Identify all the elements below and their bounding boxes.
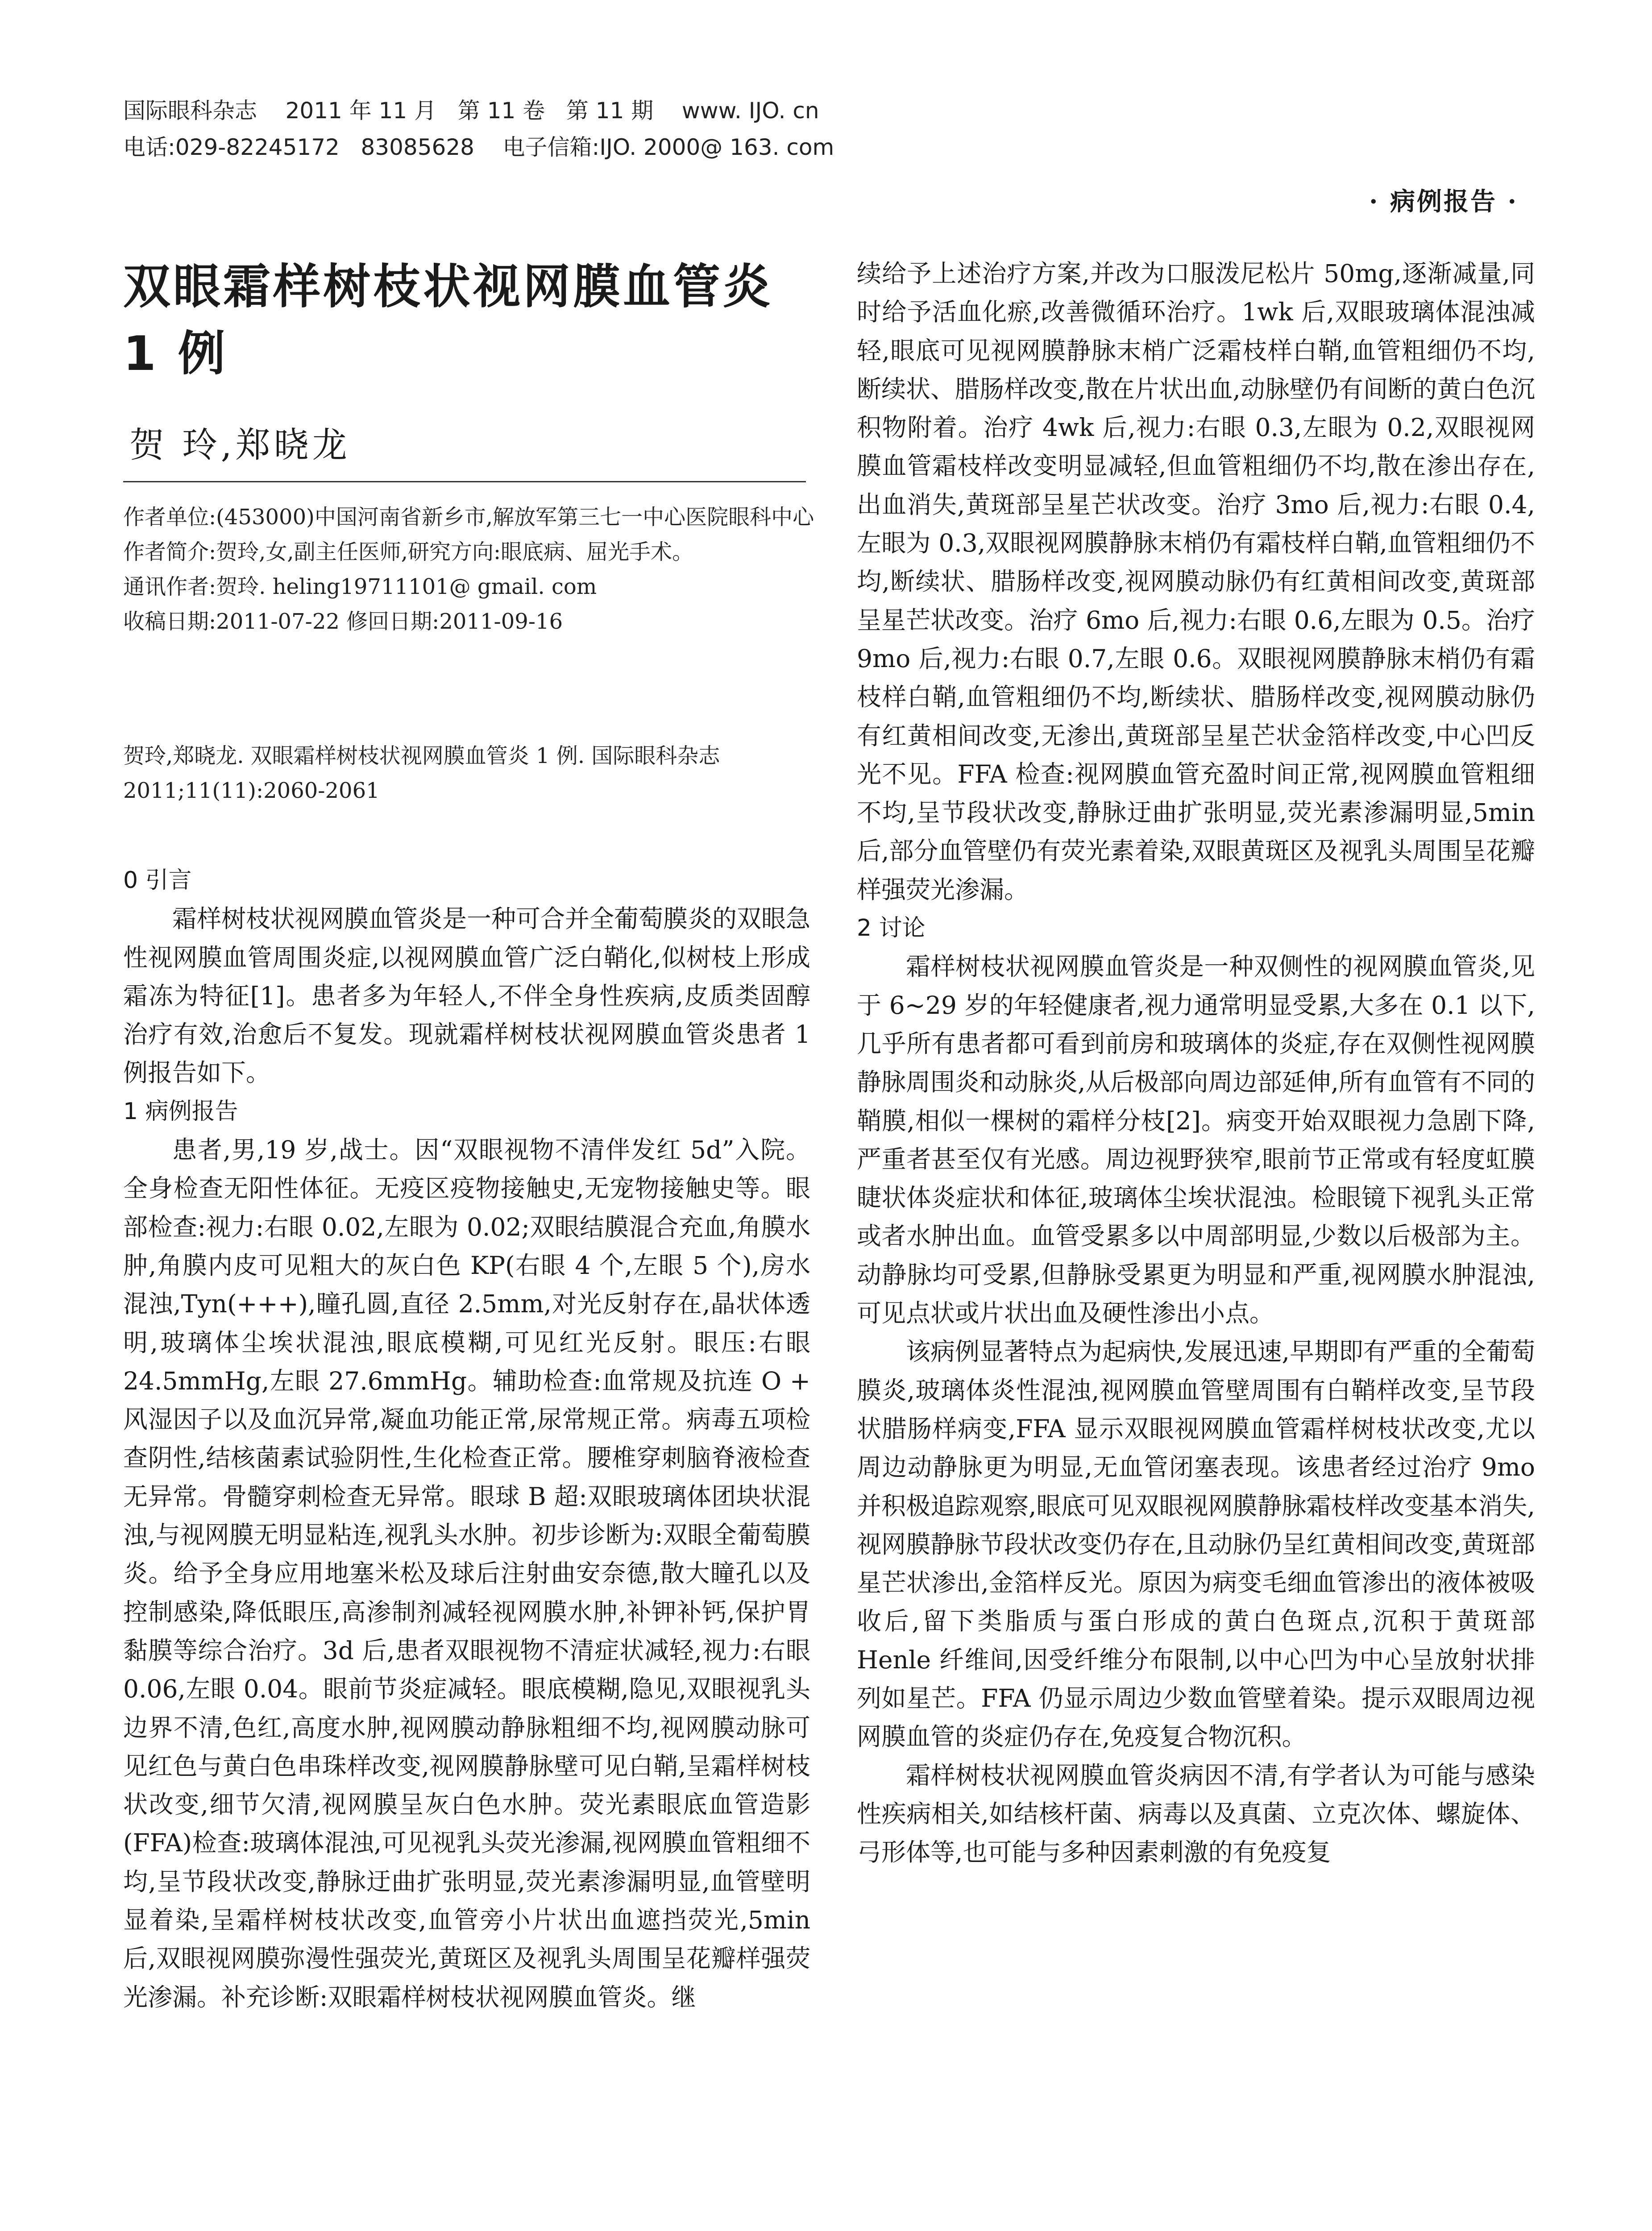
- title-line-2: 1 例: [123, 326, 228, 381]
- discussion-paragraph-2: 该病例显著特点为起病快,发展迅速,早期即有严重的全葡萄膜炎,玻璃体炎性混浊,视网膜血管壁周围有白鞘样改变,呈节段状腊肠样病变,FFA 显示双眼视网膜血管霜样树枝状改变,尤以周边动静脉更为明显,无血管闭塞表现。该患者经过治疗 9mo 并积极追踪观察,眼底可见双眼视网膜静脉霜枝样改变基本消失,视网膜静脉节段状改变仍存在,且动脉仍呈红黄相间改变,黄斑部星芒状渗出,金箔样反光。原因为病变毛细血管渗出的液体被吸收后,留下类脂质与蛋白形成的黄白色斑点,沉积于黄斑部 Henle 纤维间,因受纤维分布限制,以中心凹为中心呈放射状排列如星芒。FFA 仍显示周边少数血管壁着染。提示双眼周边视网膜血管的炎症仍存在,免疫复合物沉积。: [857, 1337, 1535, 1751]
- heading-introduction: 0 引言: [123, 867, 192, 894]
- author-metadata: [123, 500, 819, 639]
- affiliation: 作者单位:(453000)中国河南省新乡市,解放军第三七一中心医院眼科中心: [123, 505, 814, 530]
- received-dates: 收稿日期:2011-07-22 修回日期:2011-09-16: [123, 609, 563, 634]
- discussion-paragraph-1: 霜样树枝状视网膜血管炎是一种双侧性的视网膜血管炎,见于 6~29 岁的年轻健康者,视力通常明显受累,大多在 0.1 以下,几乎所有患者都可看到前房和玻璃体的炎症,存在双侧性视网膜静脉周围炎和动脉炎,从后极部向周边部延伸,所有血管有不同的鞘膜,相似一棵树的霜样分枝[2]。病变开始双眼视力急剧下降,严重者甚至仅有光感。周边视野狭窄,眼前节正常或有轻度虹膜睫状体炎症状和体征,玻璃体尘埃状混浊。检眼镜下视乳头正常或者水肿出血。血管受累多以中周部明显,少数以后极部为主。动静脉均可受累,但静脉受累更为明显和严重,视网膜水肿混浊,可见点状或片状出血及硬性渗出小点。: [857, 952, 1535, 1328]
- heading-case-report: 1 病例报告: [123, 1098, 238, 1125]
- authors: 贺 玲,郑晓龙: [129, 425, 351, 465]
- discussion-paragraph-3: 霜样树枝状视网膜血管炎病因不清,有学者认为可能与感染性疾病相关,如结核杆菌、病毒以及真菌、立克次体、螺旋体、弓形体等,也可能与多种因素刺激的有免疫复: [857, 1761, 1535, 1867]
- left-column: [123, 861, 810, 2016]
- intro-paragraph: 霜样树枝状视网膜血管炎是一种可合并全葡萄膜炎的双眼急性视网膜血管周围炎症,以视网膜血管广泛白鞘化,似树枝上形成霜冻为特征[1]。患者多为年轻人,不伴全身性疾病,皮质类固醇治疗有效,治愈后不复发。现就霜样树枝状视网膜血管炎患者 1 例报告如下。: [123, 904, 811, 1087]
- article-title: [123, 253, 819, 387]
- heading-discussion: 2 讨论: [857, 915, 926, 942]
- section-tag: · 病例报告 ·: [1369, 187, 1518, 216]
- right-column: [857, 254, 1535, 1871]
- case-report-continued: 续给予上述治疗方案,并改为口服泼尼松片 50mg,逐渐减量,同时给予活血化瘀,改善微循环治疗。1wk 后,双眼玻璃体混浊减轻,眼底可见视网膜静脉末梢广泛霜枝样白鞘,血管粗细仍不均,断续状、腊肠样改变,散在片状出血,动脉壁仍有间断的黄白色沉积物附着。治疗 4wk 后,视力:右眼 0.3,左眼为 0.2,双眼视网膜血管霜枝样改变明显减轻,但血管粗细仍不均,散在渗出存在,出血消失,黄斑部呈星芒状改变。治疗 3mo 后,视力:右眼 0.4,左眼为 0.3,双眼视网膜静脉末梢仍有霜枝样白鞘,血管粗细仍不均,断续状、腊肠样改变,视网膜动脉仍有红黄相间改变,黄斑部呈星芒状改变。治疗 6mo 后,视力:右眼 0.6,左眼为 0.5。治疗 9mo 后,视力:右眼 0.7,左眼 0.6。双眼视网膜静脉末梢仍有霜枝样白鞘,血管粗细仍不均,断续状、腊肠样改变,视网膜动脉仍有红黄相间改变,无渗出,黄斑部呈星芒状金箔样改变,中心凹反光不见。FFA 检查:视网膜血管充盈时间正常,视网膜血管粗细不均,呈节段状改变,静脉迂曲扩张明显,荧光素渗漏明显,5min 后,部分血管壁仍有荧光素着染,双眼黄斑区及视乳头周围呈花瓣样强荧光渗漏。: [857, 259, 1535, 904]
- author-intro: 作者简介:贺玲,女,副主任医师,研究方向:眼底病、屈光手术。: [123, 539, 694, 564]
- journal-header-line1: 国际眼科杂志 2011 年 11 月 第 11 卷 第 11 期 www. IJO. cn: [123, 98, 819, 124]
- correspondence: 通讯作者:贺玲. heling19711101@ gmail. com: [123, 574, 597, 599]
- citation-text: 贺玲,郑晓龙. 双眼霜样树枝状视网膜血管炎 1 例. 国际眼科杂志 2011;11(11):2060-2061: [123, 743, 720, 803]
- case-report-paragraph: 患者,男,19 岁,战士。因“双眼视物不清伴发红 5d”入院。全身检查无阳性体征。无疫区疫物接触史,无宠物接触史等。眼部检查:视力:右眼 0.02,左眼为 0.02;双眼结膜混合充血,角膜水肿,角膜内皮可见粗大的灰白色 KP(右眼 4 个,左眼 5 个),房水混浊,Tyn(+++),瞳孔圆,直径 2.5mm,对光反射存在,晶状体透明,玻璃体尘埃状混浊,眼底模糊,可见红光反射。眼压:右眼 24.5mmHg,左眼 27.6mmHg。辅助检查:血常规及抗连 O + 风湿因子以及血沉异常,凝血功能正常,尿常规正常。病毒五项检查阴性,结核菌素试验阴性,生化检查正常。腰椎穿刺脑脊液检查无异常。骨髓穿刺检查无异常。眼球 B 超:双眼玻璃体团块状混浊,与视网膜无明显粘连,视乳头水肿。初步诊断为:双眼全葡萄膜炎。给予全身应用地塞米松及球后注射曲安奈德,散大瞳孔以及控制感染,降低眼压,高渗制剂减轻视网膜水肿,补钾补钙,保护胃黏膜等综合治疗。3d 后,患者双眼视物不清症状减轻,视力:右眼 0.06,左眼 0.04。眼前节炎症减轻。眼底模糊,隐见,双眼视乳头边界不清,色红,高度水肿,视网膜动静脉粗细不均,视网膜动脉可见红色与黄白色串珠样改变,视网膜静脉壁可见白鞘,呈霜样树枝状改变,细节欠清,视网膜呈灰白色水肿。荧光素眼底血管造影(FFA)检查:玻璃体混浊,可见视乳头荧光渗漏,视网膜血管粗细不均,呈节段状改变,静脉迂曲扩张明显,荧光素渗漏明显,血管壁明显着染,呈霜样树枝状改变,血管旁小片状出血遮挡荧光,5min 后,双眼视网膜弥漫性强荧光,黄斑区及视乳头周围呈花瓣样强荧光渗漏。补充诊断:双眼霜样树枝状视网膜血管炎。继: [123, 1136, 810, 2011]
- citation: [123, 738, 819, 808]
- title-divider: [123, 481, 806, 482]
- title-line-1: 双眼霜样树枝状视网膜血管炎: [123, 259, 773, 314]
- journal-header-line2: 电话:029-82245172 83085628 电子信箱:IJO. 2000@ 163. com: [123, 134, 834, 160]
